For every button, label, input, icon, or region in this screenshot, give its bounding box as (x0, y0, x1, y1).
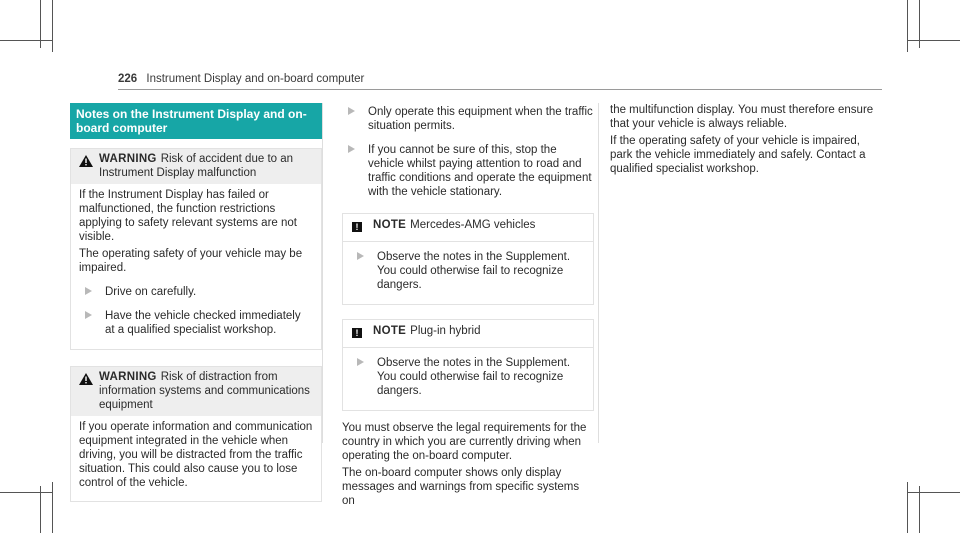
step-text: If you cannot be sure of this, stop the vehicle whilst paying attention to road and traffic conditions and operate the equipment with the vehicle stationary. (368, 144, 592, 198)
arrow-right-icon (85, 311, 92, 319)
warning-paragraph: If the Instrument Display has failed or malfunctioned, the function restrictions applying to safety relevant systems are not visible. (79, 189, 297, 243)
instruction-step (83, 309, 313, 337)
step-text: Have the vehicle checked immediately at a qualified specialist workshop. (105, 310, 301, 336)
page-header (118, 73, 364, 85)
column-divider (322, 103, 323, 443)
crop-mark (52, 482, 53, 533)
body-paragraph: If the operating safety of your vehicle is impaired, park the vehicle immediately and safely. Contact a qualified specialist workshop. (610, 135, 866, 175)
crop-mark (919, 486, 920, 533)
note-title: Mercedes-AMG vehicles (410, 219, 536, 231)
step-text: Observe the notes in the Supplement. You could otherwise fail to recognize dangers. (377, 251, 571, 291)
note-box (342, 319, 594, 411)
step-text: Observe the notes in the Supplement. You could otherwise fail to recognize dangers. (377, 357, 571, 397)
warning-paragraph: The operating safety of your vehicle may be impaired. (79, 248, 303, 274)
instruction-step (346, 143, 594, 199)
warning-body (71, 416, 321, 501)
crop-mark (908, 40, 960, 41)
body-paragraph: the multifunction display. You must therefore ensure that your vehicle is always reliable. (610, 104, 874, 130)
header-divider (118, 89, 882, 90)
step-text: Only operate this equipment when the traffic situation permits. (368, 106, 593, 132)
note-keyword: NOTE (373, 219, 407, 231)
arrow-right-icon (357, 252, 364, 260)
warning-keyword: WARNING (99, 153, 157, 165)
warning-body (71, 184, 321, 349)
note-header (343, 320, 593, 348)
warning-paragraph: If you operate information and communication equipment integrated in the vehicle when driving, you will be distracted from the traffic situation. This could also cause you to lose control of the vehicle. (79, 421, 313, 489)
warning-header (71, 149, 321, 184)
exclamation-icon: ! (352, 222, 362, 232)
note-header (343, 214, 593, 242)
section-heading: Notes on the Instrument Display and on-board computer (70, 103, 322, 139)
arrow-right-icon (348, 107, 355, 115)
note-title: Plug-in hybrid (410, 325, 481, 337)
column-1 (70, 103, 322, 502)
crop-mark (0, 492, 52, 493)
warning-triangle-icon (79, 155, 93, 167)
arrow-right-icon (357, 358, 364, 366)
warning-title: Risk of accident due to an Instrument Display malfunction (99, 153, 294, 179)
instruction-step (346, 105, 594, 133)
column-2 (342, 103, 594, 511)
body-text (342, 421, 594, 508)
step-text: Drive on carefully. (105, 286, 197, 298)
body-paragraph: The on-board computer shows only display messages and warnings from specific systems on (342, 467, 580, 507)
crop-mark (52, 0, 53, 52)
instruction-step (83, 285, 313, 299)
instruction-step (355, 250, 585, 292)
crop-mark (907, 0, 908, 52)
page-number: 226 (118, 73, 138, 85)
warning-triangle-icon (79, 373, 93, 385)
note-box (342, 213, 594, 305)
exclamation-icon: ! (352, 328, 362, 338)
arrow-right-icon (348, 145, 355, 153)
crop-mark (40, 486, 41, 533)
warning-title: Risk of distraction from information systems and communications equipment (99, 371, 310, 411)
column-3 (610, 103, 880, 179)
page-title: Instrument Display and on-board computer (146, 73, 365, 85)
column-divider (598, 103, 599, 443)
note-body (343, 348, 593, 410)
body-paragraph: You must observe the legal requirements for the country in which you are currently driving when operating the on-board computer. (342, 422, 587, 462)
note-keyword: NOTE (373, 325, 407, 337)
warning-box (70, 148, 322, 350)
crop-mark (0, 40, 52, 41)
crop-mark (908, 492, 960, 493)
warning-box (70, 366, 322, 502)
arrow-right-icon (85, 287, 92, 295)
instruction-step (355, 356, 585, 398)
warning-keyword: WARNING (99, 371, 157, 383)
crop-mark (907, 482, 908, 533)
warning-header (71, 367, 321, 416)
note-body (343, 242, 593, 304)
